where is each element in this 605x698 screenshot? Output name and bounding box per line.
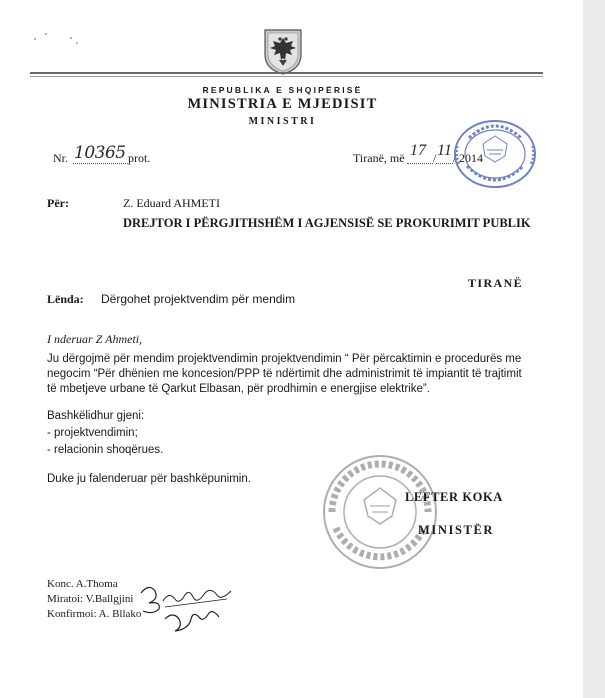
recipient-title: DREJTOR I PËRGJITHSHËM I AGJENSISË SE PROKURIMIT PUBLIK — [123, 216, 531, 230]
albanian-eagle-emblem-icon — [262, 27, 304, 75]
date-separator: / — [433, 151, 437, 165]
header-rule — [30, 72, 543, 74]
protocol-label: prot. — [128, 151, 151, 165]
salutation: I nderuar Z Ahmeti, — [47, 332, 143, 346]
recipient-label: Për: — [47, 196, 69, 210]
registry-stamp — [447, 116, 539, 192]
confirmed-by: Konfirmoi: A. Bllako — [47, 608, 142, 620]
date-separator: / — [453, 151, 457, 165]
handwritten-signature — [135, 581, 240, 635]
body-paragraph-line: Ju dërgojmë për mendim projektvendimin projektvendimin “ Për përcaktimin e procedurës me — [47, 353, 522, 365]
page-margin-strip — [583, 0, 605, 698]
recipient-name: Z. Eduard AHMETI — [123, 196, 220, 210]
republic-heading: REPUBLIKA E SHQIPËRISË — [202, 85, 363, 95]
signatory-title: MINISTËR — [418, 523, 495, 537]
attachments-heading: Bashkëlidhur gjeni: — [47, 410, 145, 422]
prepared-by: Konc. A.Thoma — [47, 578, 118, 590]
body-paragraph-line: të mbetjeve urbane të Qarkut Elbasan, për prodhimin e energjise elektrike”. — [47, 383, 430, 395]
reference-number-line — [73, 163, 128, 164]
place-date-label: Tiranë, më — [353, 151, 405, 165]
header-rule-thin — [30, 76, 543, 77]
ministry-heading: MINISTRIA E MJEDISIT — [187, 96, 378, 112]
date-year: 2014 — [459, 151, 483, 165]
body-paragraph-line: negocim “Për dhënien me koncesion/PPP të ndërtimit dhe administrimit të impiantit të trajtimit — [47, 368, 522, 380]
scan-speck — [76, 42, 78, 44]
scan-speck — [34, 38, 36, 40]
closing-line: Duke ju falenderuar për bashkëpunimin. — [47, 473, 251, 485]
scan-speck — [70, 37, 72, 39]
recipient-city: TIRANË — [468, 276, 524, 290]
approved-by: Miratoi: V.Ballgjini — [47, 593, 134, 605]
subject-text: Dërgohet projektvendim për mendim — [101, 292, 296, 306]
ministry-seal-stamp — [320, 452, 440, 572]
subject-label: Lënda: — [47, 292, 84, 306]
office-heading: MINISTRI — [248, 116, 317, 127]
attachment-item: - relacionin shoqërues. — [47, 444, 164, 456]
date-day: 17 — [410, 142, 426, 159]
signatory-name: LEFTER KOKA — [405, 490, 503, 504]
date-month: 11 — [437, 142, 452, 159]
scan-speck — [45, 33, 47, 35]
date-day-line — [407, 163, 433, 164]
reference-number-value: 10365 — [74, 143, 126, 163]
reference-number-label: Nr. — [53, 151, 68, 165]
attachment-item: - projektvendimin; — [47, 427, 138, 439]
